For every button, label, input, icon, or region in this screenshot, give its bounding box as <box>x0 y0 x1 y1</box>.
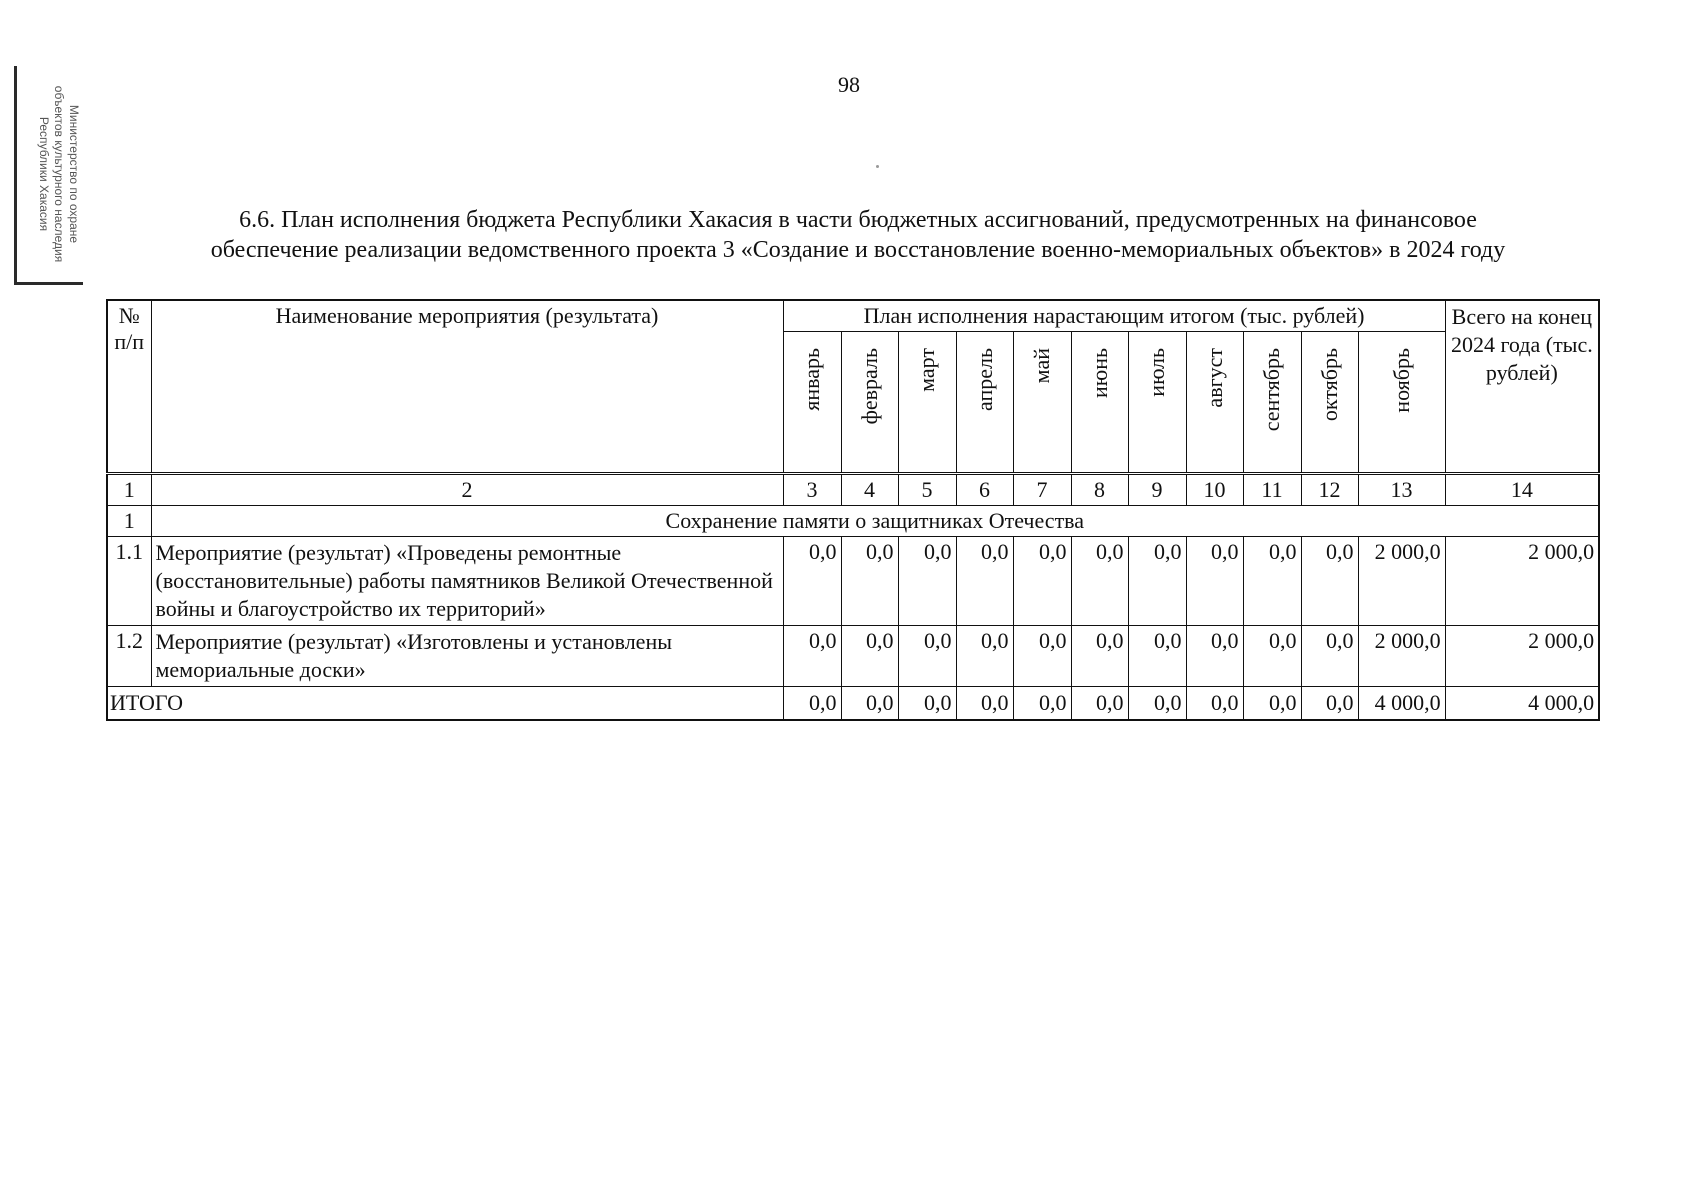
column-number: 6 <box>956 474 1013 506</box>
value-cell: 0,0 <box>841 537 898 626</box>
header-month: август <box>1186 332 1243 474</box>
value-cell: 2 000,0 <box>1358 626 1445 687</box>
column-number: 13 <box>1358 474 1445 506</box>
section-title: Сохранение памяти о защитниках Отечества <box>151 506 1599 537</box>
table-row <box>107 537 1599 626</box>
column-number: 10 <box>1186 474 1243 506</box>
side-stamp-text <box>21 66 81 282</box>
scan-speck <box>876 165 879 168</box>
header-month: июнь <box>1071 332 1128 474</box>
value-cell: 0,0 <box>1186 626 1243 687</box>
row-number: 1.2 <box>107 626 151 687</box>
total-value-cell: 0,0 <box>841 687 898 721</box>
total-value-cell: 4 000,0 <box>1358 687 1445 721</box>
total-value-cell: 0,0 <box>1186 687 1243 721</box>
header-month: март <box>898 332 956 474</box>
side-stamp-line: Министерство по охране <box>67 104 81 244</box>
value-cell: 0,0 <box>1128 626 1186 687</box>
value-cell: 0,0 <box>1243 626 1301 687</box>
value-cell: 0,0 <box>1301 537 1358 626</box>
row-total: 2 000,0 <box>1445 537 1599 626</box>
column-number: 9 <box>1128 474 1186 506</box>
total-value-cell: 0,0 <box>1301 687 1358 721</box>
value-cell: 0,0 <box>783 537 841 626</box>
total-value-cell: 0,0 <box>1128 687 1186 721</box>
value-cell: 0,0 <box>1301 626 1358 687</box>
header-month: сентябрь <box>1243 332 1301 474</box>
value-cell: 0,0 <box>841 626 898 687</box>
header-plan: План исполнения нарастающим итогом (тыс. рублей) <box>783 300 1445 332</box>
header-month: февраль <box>841 332 898 474</box>
total-value-cell: 0,0 <box>956 687 1013 721</box>
table-row <box>107 626 1599 687</box>
grand-total-row <box>107 687 1599 721</box>
value-cell: 0,0 <box>1186 537 1243 626</box>
grand-total-value: 4 000,0 <box>1445 687 1599 721</box>
header-month: октябрь <box>1301 332 1358 474</box>
total-value-cell: 0,0 <box>1013 687 1071 721</box>
column-number: 12 <box>1301 474 1358 506</box>
column-number: 4 <box>841 474 898 506</box>
column-number: 8 <box>1071 474 1128 506</box>
row-number: 1.1 <box>107 537 151 626</box>
section-number: 1 <box>107 506 151 537</box>
total-value-cell: 0,0 <box>898 687 956 721</box>
grand-total-label: ИТОГО <box>107 687 783 721</box>
row-name: Мероприятие (результат) «Изготовлены и установлены мемориальные доски» <box>151 626 783 687</box>
column-number: 5 <box>898 474 956 506</box>
column-number-row <box>107 474 1599 506</box>
column-number: 3 <box>783 474 841 506</box>
value-cell: 0,0 <box>1071 626 1128 687</box>
header-row <box>107 300 1599 332</box>
value-cell: 0,0 <box>898 537 956 626</box>
value-cell: 0,0 <box>1013 626 1071 687</box>
total-value-cell: 0,0 <box>1243 687 1301 721</box>
total-value-cell: 0,0 <box>1071 687 1128 721</box>
row-total: 2 000,0 <box>1445 626 1599 687</box>
title-line-2: обеспечение реализации ведомственного проекта 3 «Создание и восстановление военно-мемориальных объектов» в 2024 году <box>210 237 1506 263</box>
header-number: № п/п <box>107 300 151 474</box>
title-line-1: 6.6. План исполнения бюджета Республики Хакасия в части бюджетных ассигнований, предусмотренных на финансовое <box>239 207 1477 233</box>
header-month: май <box>1013 332 1071 474</box>
side-stamp <box>14 66 83 285</box>
side-stamp-line: Республики Хакасия <box>37 116 51 232</box>
page-number: 98 <box>838 72 860 97</box>
value-cell: 0,0 <box>956 537 1013 626</box>
value-cell: 0,0 <box>783 626 841 687</box>
value-cell: 0,0 <box>956 626 1013 687</box>
column-number: 2 <box>151 474 783 506</box>
value-cell: 2 000,0 <box>1358 537 1445 626</box>
column-number: 7 <box>1013 474 1071 506</box>
column-number: 1 <box>107 474 151 506</box>
header-total: Всего на конец 2024 года (тыс. рублей) <box>1445 300 1599 474</box>
budget-plan-table <box>106 299 1600 721</box>
header-month: ноябрь <box>1358 332 1445 474</box>
header-month: июль <box>1128 332 1186 474</box>
column-number: 14 <box>1445 474 1599 506</box>
row-name: Мероприятие (результат) «Проведены ремонтные (восстановительные) работы памятников Великой Отечественной войны и благоустройство их территорий» <box>151 537 783 626</box>
header-name: Наименование мероприятия (результата) <box>151 300 783 474</box>
column-number: 11 <box>1243 474 1301 506</box>
header-month: январь <box>783 332 841 474</box>
total-value-cell: 0,0 <box>783 687 841 721</box>
value-cell: 0,0 <box>1071 537 1128 626</box>
value-cell: 0,0 <box>1128 537 1186 626</box>
side-stamp-line: объектов культурного наследия <box>52 85 66 263</box>
value-cell: 0,0 <box>1243 537 1301 626</box>
section-row <box>107 506 1599 537</box>
document-title <box>118 205 1598 265</box>
value-cell: 0,0 <box>1013 537 1071 626</box>
header-month: апрель <box>956 332 1013 474</box>
value-cell: 0,0 <box>898 626 956 687</box>
